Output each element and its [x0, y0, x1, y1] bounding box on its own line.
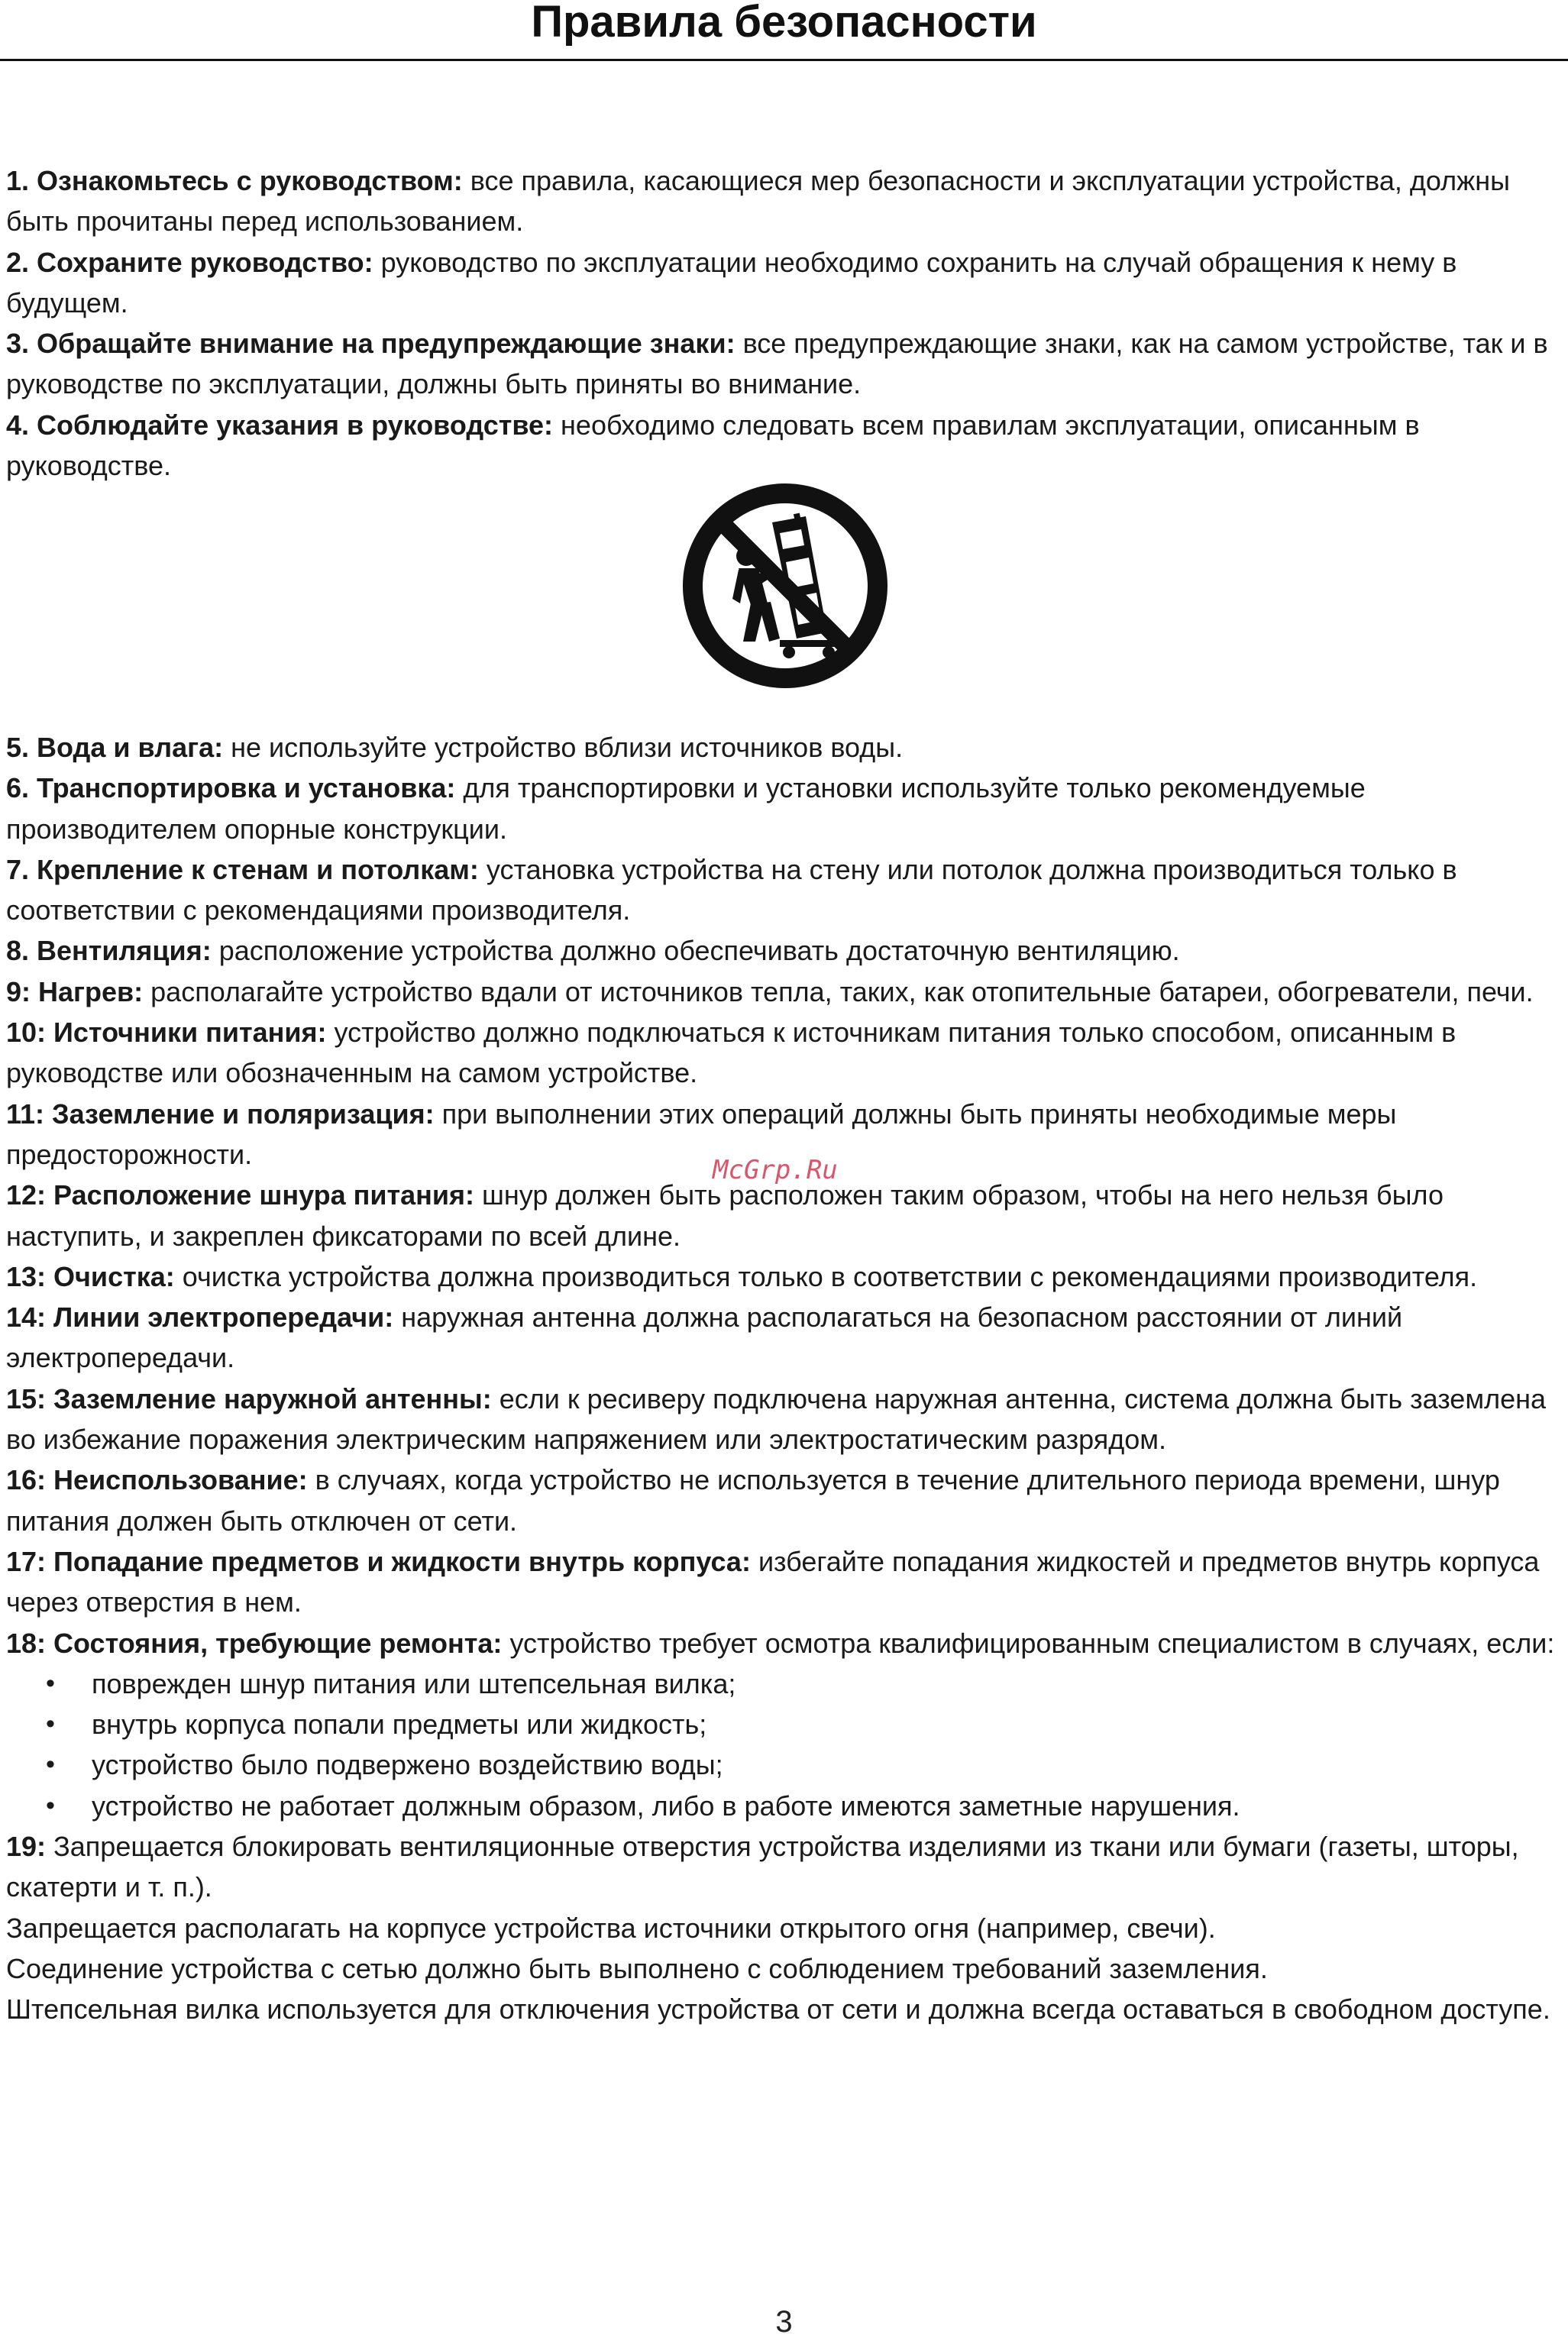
list-item-text: устройство не работает должным образом, либо в работе имеются заметные нарушения.: [92, 1790, 1240, 1822]
rule-label: 7. Крепление к стенам и потолкам:: [6, 853, 479, 885]
rule-8: [6, 930, 1564, 971]
rule-9: [6, 972, 1564, 1012]
rule-17: [6, 1541, 1564, 1623]
list-item-text: внутрь корпуса попали предметы или жидкость;: [92, 1709, 707, 1741]
rule-18: [6, 1623, 1564, 1663]
rule-1: [6, 160, 1564, 242]
closing-paragraph: Соединение устройства с сетью должно быть выполнено с соблюдением требований заземления.: [6, 1952, 1268, 1984]
rule-text: для транспортировки и установки используйте только рекомендуемые производителем опорные конструкции.: [6, 772, 1366, 845]
list-item: [6, 1704, 1564, 1744]
rule-text: если к ресиверу подключена наружная антенна, система должна быть заземлена во избежание поражения электрическим напряжением или электростатическим разрядом.: [6, 1382, 1547, 1456]
rule-13: [6, 1256, 1564, 1297]
rules-list-bottom: [6, 727, 1564, 2030]
rule-label: 8. Вентиляция:: [6, 935, 212, 967]
page-number: 3: [775, 2305, 793, 2339]
rule-2: [6, 242, 1564, 324]
rule-15: [6, 1379, 1564, 1460]
rule-text: шнур должен быть расположен таким образом, чтобы на него нельзя было наступить, и закреплен фиксаторами по всей длине.: [6, 1179, 1444, 1252]
rule-text: все предупреждающие знаки, как на самом устройстве, так и в руководстве по эксплуатации, должны быть приняты во внимание.: [6, 328, 1548, 400]
rule-label: 15: Заземление наружной антенны:: [6, 1382, 492, 1414]
rule-label: 17: Попадание предметов и жидкости внутрь корпуса:: [6, 1545, 751, 1577]
rule-label: 4. Соблюдайте указания в руководстве:: [6, 409, 554, 441]
rule-4: [6, 405, 1564, 487]
list-item: [6, 1786, 1564, 1826]
bullet-icon: •: [46, 1750, 55, 1780]
rule-3: [6, 323, 1564, 405]
bullet-icon: •: [46, 1668, 55, 1698]
rule-label: 2. Сохраните руководство:: [6, 246, 373, 278]
rule-label: 5. Вода и влага:: [6, 732, 224, 763]
rule-text: при выполнении этих операций должны быть приняты необходимые меры предосторожности.: [6, 1098, 1397, 1170]
page-title: Правила безопасности: [531, 0, 1037, 47]
rule-label: 11: Заземление и поляризация:: [6, 1098, 435, 1130]
rule-label: 9: Нагрев:: [6, 975, 144, 1007]
rule-text: Запрещается блокировать вентиляционные отверстия устройства изделиями из ткани или бумаги (газеты, шторы, скатерти и т. п.).: [6, 1831, 1519, 1903]
closing-paragraph: Запрещается располагать на корпусе устройства источники открытого огня (например, свечи).: [6, 1912, 1216, 1944]
page-header: [0, 0, 1568, 61]
rule-text: все правила, касающиеся мер безопасности и эксплуатации устройства, должны быть прочитаны перед использованием.: [6, 165, 1510, 238]
rule-6: [6, 768, 1564, 849]
rule-5: [6, 727, 1564, 768]
closing-paragraph: Штепсельная вилка используется для отключения устройства от сети и должна всегда оставаться в свободном доступе.: [6, 1993, 1550, 2026]
rule-text: наружная антенна должна располагаться на безопасном расстоянии от линий электропередачи.: [6, 1301, 1403, 1374]
rule-text: расположение устройства должно обеспечивать достаточную вентиляцию.: [211, 935, 1180, 967]
rule-text: установка устройства на стену или потолок должна производиться только в соответствии с рекомендациями производителя.: [6, 853, 1457, 926]
rules-list-top: [6, 160, 1564, 486]
list-item: [6, 1663, 1564, 1704]
rule-label: 18: Состояния, требующие ремонта:: [6, 1627, 503, 1659]
rule-text: избегайте попадания жидкостей и предметов внутрь корпуса через отверстия в нем.: [6, 1545, 1540, 1618]
rule-12: [6, 1175, 1564, 1256]
rule-text: в случаях, когда устройство не используется в течение длительного периода времени, шнур питания должен быть отключен от сети.: [6, 1464, 1500, 1537]
cart-tip-over-warning-icon: [682, 483, 888, 689]
rule-text: устройство должно подключаться к источникам питания только способом, описанным в руководстве или обозначенным на самом устройстве.: [6, 1017, 1456, 1089]
rule-label: 13: Очистка:: [6, 1260, 175, 1292]
rule-text: необходимо следовать всем правилам эксплуатации, описанным в руководстве.: [6, 409, 1420, 482]
rule-label: 3. Обращайте внимание на предупреждающие знаки:: [6, 328, 736, 360]
rule-16: [6, 1460, 1564, 1541]
rule-label: 14: Линии электропередачи:: [6, 1301, 394, 1334]
repair-conditions-list: [6, 1663, 1564, 1826]
rule-label: 1. Ознакомьтесь с руководством:: [6, 165, 463, 196]
rule-text: располагайте устройство вдали от источников тепла, таких, как отопительные батареи, обогреватели, печи.: [143, 975, 1534, 1007]
rule-label: 19:: [6, 1831, 47, 1863]
rule-label: 16: Неиспользование:: [6, 1464, 308, 1496]
list-item-text: устройство было подвержено воздействию воды;: [92, 1749, 723, 1781]
rule-19: [6, 1826, 1564, 1908]
rule-label: 12: Расположение шнура питания:: [6, 1179, 475, 1211]
rule-text: не используйте устройство вблизи источников воды.: [223, 732, 904, 763]
watermark: McGrp.Ru: [713, 1155, 838, 1185]
rule-text: очистка устройства должна производиться только в соответствии с рекомендациями производителя.: [174, 1260, 1478, 1292]
bullet-icon: •: [46, 1790, 55, 1820]
rule-text: руководство по эксплуатации необходимо сохранить на случай обращения к нему в будущем.: [6, 246, 1457, 318]
list-item-text: поврежден шнур питания или штепсельная вилка;: [92, 1667, 736, 1699]
rule-text: устройство требует осмотра квалифицированным специалистом в случаях, если:: [502, 1627, 1555, 1659]
bullet-icon: •: [46, 1709, 55, 1739]
list-item: [6, 1744, 1564, 1785]
rule-10: [6, 1012, 1564, 1094]
rule-7: [6, 849, 1564, 931]
rule-label: 6. Транспортировка и установка:: [6, 772, 456, 804]
rule-14: [6, 1297, 1564, 1379]
rule-label: 10: Источники питания:: [6, 1017, 327, 1049]
